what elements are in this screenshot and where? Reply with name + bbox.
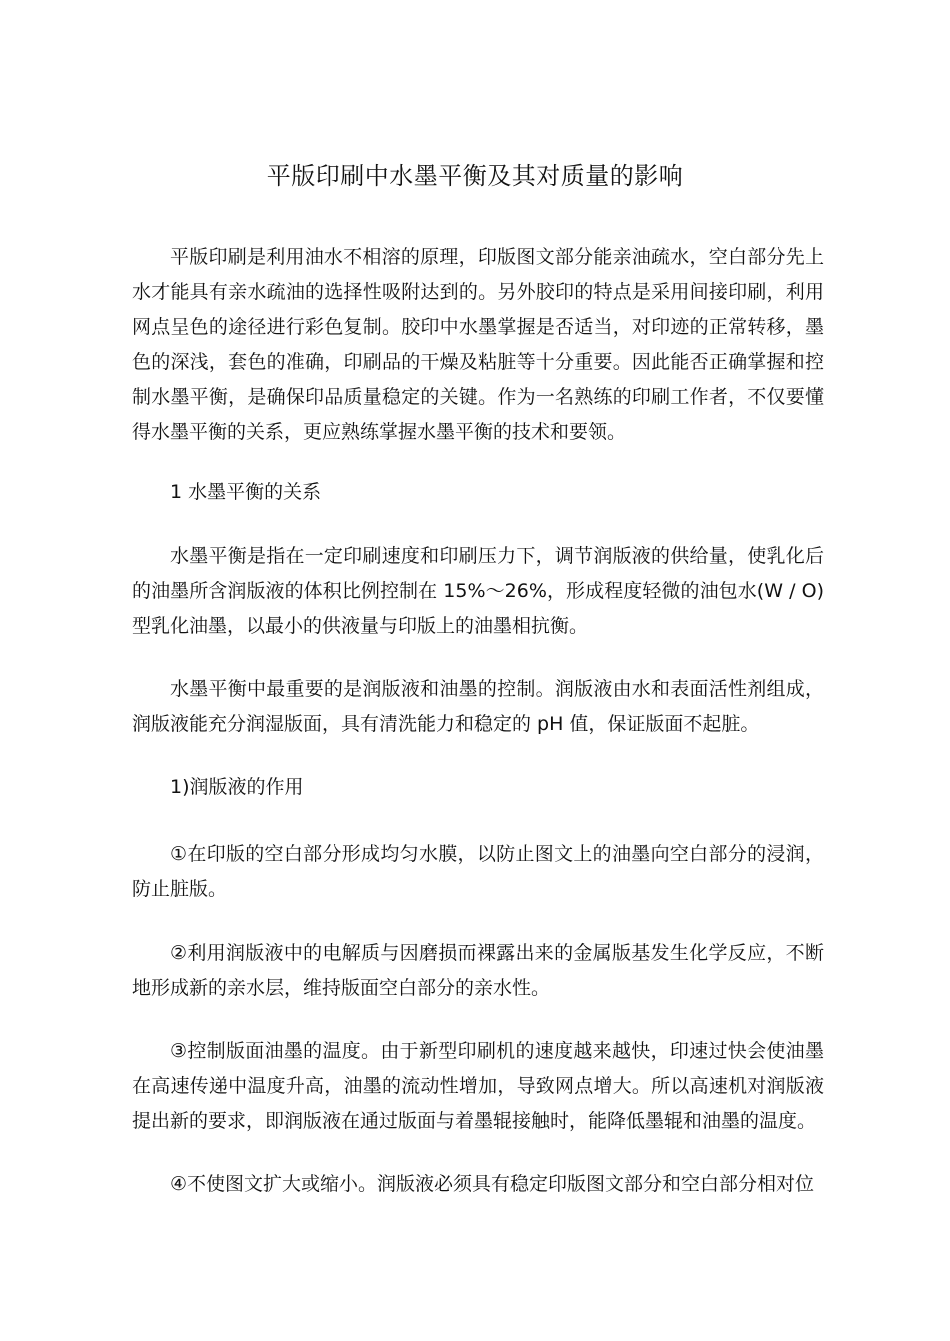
document-title: 平版印刷中水墨平衡及其对质量的影响 — [266, 162, 684, 190]
list-item-1: ①在印版的空白部分形成均匀水膜，以防止图文上的油墨向空白部分的浸润，防止脏版。 — [132, 843, 824, 900]
dampening-control-paragraph: 水墨平衡中最重要的是润版液和油墨的控制。润版液由水和表面活性剂组成，润版液能充分润湿版面，具有清洗能力和稳定的 pH 值，保证版面不起脏。 — [132, 678, 824, 735]
list-item-2: ②利用润版液中的电解质与因磨损而裸露出来的金属版基发生化学反应，不断地形成新的亲水层，维持版面空白部分的亲水性。 — [132, 942, 824, 999]
subsection-heading-dampening-function: 1)润版液的作用 — [170, 776, 304, 798]
section-heading-water-ink-balance: 1 水墨平衡的关系 — [170, 481, 322, 503]
balance-definition-paragraph: 水墨平衡是指在一定印刷速度和印刷压力下，调节润版液的供给量，使乳化后的油墨所含润版液的体积比例控制在 15%～26%，形成程度轻微的油包水(W / O)型乳化油墨，以最小的供液量与印版上的油墨相抗衡。 — [132, 545, 824, 637]
intro-paragraph: 平版印刷是利用油水不相溶的原理，印版图文部分能亲油疏水，空白部分先上水才能具有亲水疏油的选择性吸附达到的。另外胶印的特点是采用间接印刷，利用网点呈色的途径进行彩色复制。胶印中水墨掌握是否适当，对印迹的正常转移，墨色的深浅，套色的准确，印刷品的干燥及粘脏等十分重要。因此能否正确掌握和控制水墨平衡，是确保印品质量稳定的关键。作为一名熟练的印刷工作者，不仅要懂得水墨平衡的关系，更应熟练掌握水墨平衡的技术和要领。 — [132, 246, 824, 443]
list-item-3: ③控制版面油墨的温度。由于新型印刷机的速度越来越快，印速过快会使油墨在高速传递中温度升高，油墨的流动性增加，导致网点增大。所以高速机对润版液提出新的要求，即润版液在通过版面与着墨辊接触时，能降低墨辊和油墨的温度。 — [132, 1040, 824, 1132]
list-item-4: ④不使图文扩大或缩小。润版液必须具有稳定印版图文部分和空白部分相对位 — [170, 1173, 815, 1195]
